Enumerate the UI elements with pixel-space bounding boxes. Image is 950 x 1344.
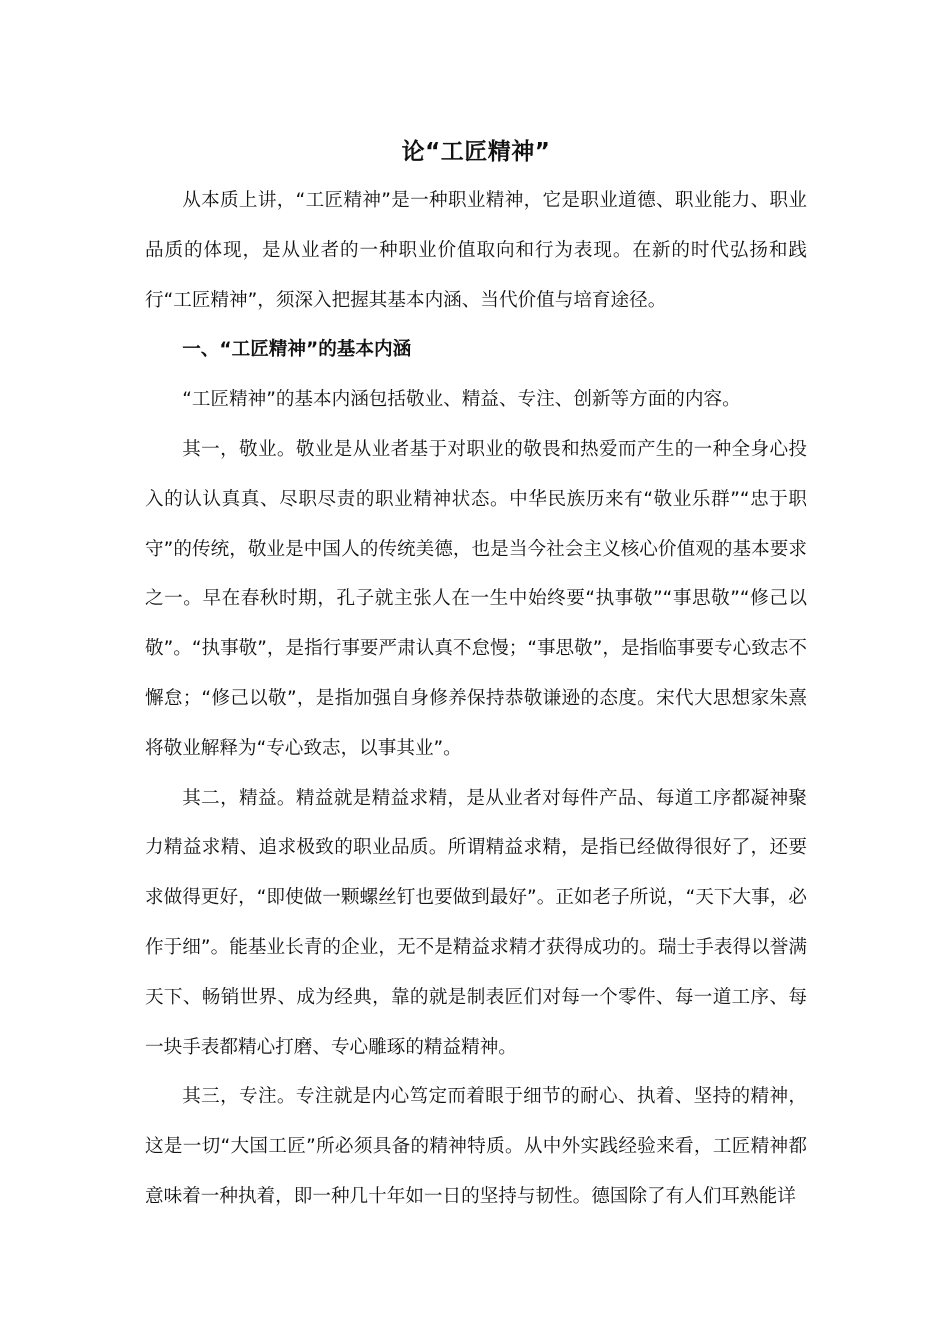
dedication-paragraph: 其一，敬业。敬业是从业者基于对职业的敬畏和热爱而产生的一种全身心投入的认认真真、尽职尽责的职业精神状态。中华民族历来有“敬业乐群”“忠于职守”的传统，敬业是中国人的传统美德，也是当今社会主义核心价值观的基本要求之一。早在春秋时期，孔子就主张人在一生中始终要“执事敬”“事思敬”“修己以敬”。“执事敬”，是指行事要严肃认真不怠慢；“事思敬”，是指临事要专心致志不懈怠；“修己以敬”，是指加强自身修养保持恭敬谦逊的态度。宋代大思想家朱熹将敬业解释为“专心致志，以事其业”。 (145, 438, 807, 759)
focus-paragraph: 其三，专注。专注就是内心笃定而着眼于细节的耐心、执着、坚持的精神，这是一切“大国工匠”所必须具备的精神特质。从中外实践经验来看，工匠精神都意味着一种执着，即一种几十年如一日的坚持与韧性。德国除了有人们耳熟能详 (145, 1086, 807, 1207)
document-page (145, 128, 807, 1222)
excellence-paragraph: 其二，精益。精益就是精益求精，是从业者对每件产品、每道工序都凝神聚力精益求精、追求极致的职业品质。所谓精益求精，是指已经做得很好了，还要求做得更好，“即使做一颗螺丝钉也要做到最好”。正如老子所说，“天下大事，必作于细”。能基业长青的企业，无不是精益求精才获得成功的。瑞士手表得以誉满天下、畅销世界、成为经典，靠的就是制表匠们对每一个零件、每一道工序、每一块手表都精心打磨、专心雕琢的精益精神。 (145, 787, 807, 1058)
intro-paragraph: 从本质上讲，“工匠精神”是一种职业精神，它是职业道德、职业能力、职业品质的体现，是从业者的一种职业价值取向和行为表现。在新的时代弘扬和践行“工匠精神”，须深入把握其基本内涵、当代价值与培育途径。 (145, 190, 807, 311)
document-title: 论“工匠精神” (401, 139, 551, 165)
definition-paragraph: “工匠精神”的基本内涵包括敬业、精益、专注、创新等方面的内容。 (182, 389, 741, 411)
section-heading: 一、“工匠精神”的基本内涵 (182, 339, 412, 361)
